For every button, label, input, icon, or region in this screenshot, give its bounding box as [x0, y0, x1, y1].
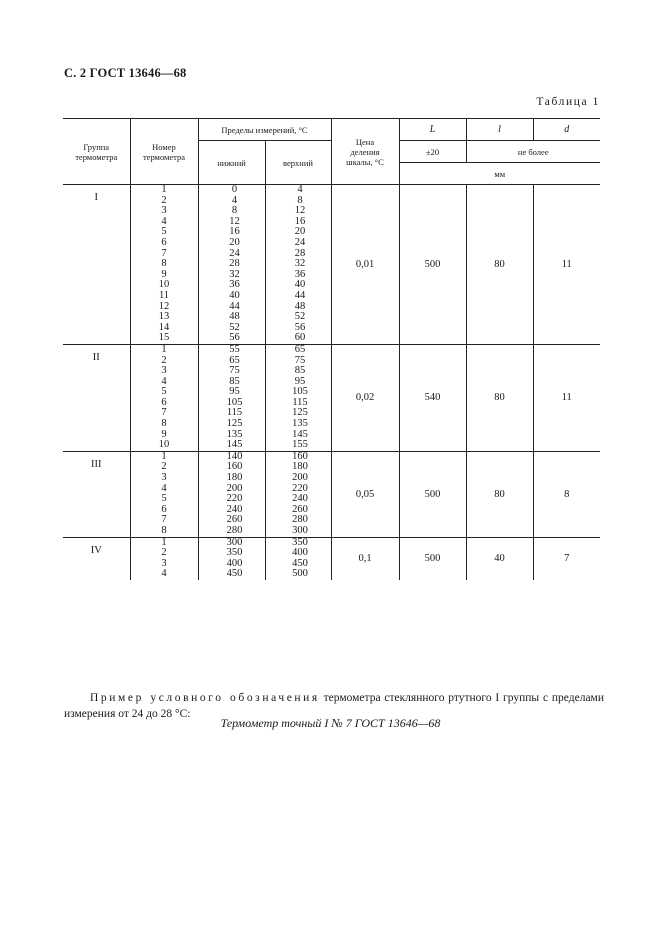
thermometer-number: 15: [158, 332, 170, 344]
lower-limit: 48: [229, 311, 240, 323]
col-division-header-line3: шкалы, °С: [346, 156, 384, 167]
upper-limit: 115: [292, 396, 308, 408]
table-row: [63, 185, 600, 345]
lower-limit: 105: [226, 396, 243, 408]
thermometer-number: 3: [161, 365, 167, 377]
upper-limit: 500: [292, 568, 308, 580]
upper-limit: 4: [297, 184, 303, 195]
thermometer-number: 3: [161, 472, 167, 484]
diameter-d-cell: 7: [533, 537, 600, 580]
lower-limit: 4: [231, 194, 238, 206]
thermometer-number: 5: [161, 493, 167, 505]
diameter-d-cell: 11: [533, 344, 600, 451]
upper-limit: 125: [292, 407, 308, 419]
col-division-header: [331, 119, 399, 185]
lower-limit: 75: [229, 365, 240, 377]
thermometer-number: 8: [161, 258, 167, 270]
division-cell: 0,05: [331, 451, 399, 537]
upper-limit: 145: [292, 428, 308, 440]
col-group-header-line2: термометра: [75, 151, 118, 162]
lower-limit: 135: [226, 428, 243, 440]
upper-limit: 16: [294, 215, 306, 227]
thermometer-number: 6: [161, 503, 167, 515]
upper-limit: 12: [294, 205, 306, 217]
lower-limit: 450: [226, 568, 243, 580]
lower-limit-cell: [198, 537, 265, 580]
unit-cell: мм: [399, 163, 600, 185]
thermometer-table: [63, 118, 600, 580]
lower-limit: 55: [229, 343, 240, 355]
length-l-cell: 80: [466, 344, 533, 451]
thermometer-number: 1: [161, 450, 167, 462]
lower-limit: 56: [229, 332, 240, 344]
thermometer-number: 9: [161, 428, 167, 440]
upper-limit: 450: [292, 557, 308, 569]
thermometer-number: 2: [161, 461, 167, 473]
upper-limit: 300: [292, 525, 308, 536]
thermometer-number: 10: [158, 279, 170, 291]
group-cell: II: [63, 344, 130, 451]
table-row: [63, 537, 600, 580]
lower-limit-cell: [198, 185, 265, 345]
lower-limit: 8: [231, 205, 238, 217]
upper-limit: 52: [294, 311, 306, 323]
col-number-header: [130, 119, 198, 185]
col-d-header: d: [533, 119, 600, 141]
upper-limit: 240: [292, 493, 308, 505]
lower-limit-cell: [198, 344, 265, 451]
thermometer-number: 8: [161, 525, 167, 536]
upper-limit: 32: [294, 258, 306, 270]
lower-limit: 145: [226, 439, 243, 451]
upper-limit: 65: [294, 343, 306, 355]
thermometer-number: 14: [158, 321, 170, 333]
col-l-header: l: [466, 119, 533, 141]
upper-limit: 135: [292, 418, 308, 430]
number-cell: [130, 185, 198, 345]
designation-example: Термометр точный I № 7 ГОСТ 13646—68: [220, 716, 441, 730]
thermometer-number: 7: [161, 514, 167, 526]
col-limits-header: Пределы измерений, °С: [198, 119, 331, 141]
group-cell: IV: [90, 544, 102, 556]
thermometer-number: 4: [161, 482, 167, 494]
tolerance-cell: ±20: [399, 141, 466, 163]
group-cell: I: [63, 185, 130, 345]
length-L-cell: 500: [399, 451, 466, 537]
upper-limit: 40: [294, 279, 306, 291]
thermometer-number: 8: [161, 418, 167, 430]
upper-limit: 180: [292, 461, 308, 473]
col-division-header-line1: Цена: [355, 136, 375, 147]
col-number-header-line1: Номер: [152, 141, 176, 152]
thermometer-number: 1: [161, 343, 167, 355]
table-row: [63, 451, 600, 537]
upper-limit-cell: [265, 451, 331, 537]
lower-limit: 220: [226, 493, 243, 505]
lower-limit: 20: [229, 236, 240, 248]
number-cell: [130, 537, 198, 580]
lower-limit-cell: [198, 451, 265, 537]
upper-limit: 155: [292, 439, 308, 451]
upper-limit: 220: [292, 482, 308, 494]
diameter-d-cell: 8: [533, 451, 600, 537]
upper-limit: 260: [292, 503, 308, 515]
length-l-cell: 40: [466, 537, 533, 580]
upper-limit: 160: [292, 450, 308, 462]
thermometer-number: 9: [161, 268, 167, 280]
lower-limit: 240: [226, 503, 243, 515]
upper-limit: 105: [292, 386, 308, 398]
thermometer-number: 6: [161, 396, 167, 408]
lower-limit: 0: [231, 184, 238, 195]
upper-limit: 8: [297, 194, 303, 206]
lower-limit: 400: [226, 557, 243, 569]
upper-limit: 36: [294, 268, 306, 280]
thermometer-number: 6: [161, 236, 167, 248]
not-more-cell: не более: [466, 141, 600, 163]
upper-limit: 56: [294, 321, 306, 333]
upper-limit-cell: [265, 185, 331, 345]
lower-limit: 300: [226, 536, 243, 548]
lower-limit: 125: [226, 418, 243, 430]
lower-limit: 24: [229, 247, 240, 259]
lower-limit: 32: [229, 268, 240, 280]
division-cell: 0,01: [331, 185, 399, 345]
table-row: [63, 344, 600, 451]
thermometer-number: 11: [158, 289, 170, 301]
lower-limit: 140: [226, 450, 243, 462]
lower-limit: 28: [229, 258, 240, 270]
upper-limit: 75: [294, 354, 306, 366]
col-group-header: [63, 119, 130, 185]
upper-limit: 95: [294, 375, 306, 387]
lower-limit: 260: [226, 514, 243, 526]
page-header: С. 2 ГОСТ 13646—68: [64, 66, 187, 80]
lower-limit: 180: [226, 472, 243, 484]
lower-limit: 12: [229, 215, 240, 227]
thermometer-number: 2: [161, 194, 167, 206]
length-l-cell: 80: [466, 185, 533, 345]
upper-limit-cell: [265, 344, 331, 451]
division-cell: 0,1: [331, 537, 399, 580]
upper-limit: 24: [294, 236, 306, 248]
col-upper-header: верхний: [265, 141, 331, 185]
lower-limit: 200: [226, 482, 243, 494]
length-L-cell: 540: [399, 344, 466, 451]
thermometer-number: 3: [161, 557, 167, 569]
lower-limit: 52: [229, 321, 240, 333]
thermometer-number: 2: [161, 547, 167, 559]
upper-limit-cell: [265, 537, 331, 580]
lower-limit: 280: [226, 525, 243, 536]
upper-limit: 400: [292, 547, 308, 559]
thermometer-number: 5: [161, 386, 167, 398]
lower-limit: 44: [229, 300, 240, 312]
lower-limit: 40: [229, 289, 240, 301]
col-group-header-line1: Группа: [83, 141, 110, 152]
lower-limit: 160: [226, 461, 243, 473]
col-division-header-line2: деления: [350, 146, 380, 157]
thermometer-number: 4: [161, 215, 167, 227]
thermometer-number: 7: [161, 247, 167, 259]
thermometer-number: 3: [161, 205, 167, 217]
thermometer-number: 12: [158, 300, 170, 312]
lower-limit: 115: [226, 407, 243, 419]
col-lower-header: нижний: [198, 141, 265, 185]
upper-limit: 28: [294, 247, 306, 259]
thermometer-number: 5: [161, 226, 167, 238]
upper-limit: 60: [294, 332, 306, 344]
lower-limit: 85: [229, 375, 240, 387]
length-L-cell: 500: [399, 185, 466, 345]
upper-limit: 44: [294, 289, 306, 301]
thermometer-number: 4: [161, 375, 167, 387]
number-cell: [130, 344, 198, 451]
table-label: Таблица 1: [536, 96, 600, 108]
col-number-header-line2: термометра: [142, 151, 186, 162]
thermometer-number: 2: [161, 354, 167, 366]
thermometer-number: 1: [161, 184, 167, 195]
thermometer-number: 13: [158, 311, 170, 323]
lower-limit: 16: [229, 226, 240, 238]
col-L-header: L: [399, 119, 466, 141]
number-cell: [130, 451, 198, 537]
diameter-d-cell: 11: [533, 185, 600, 345]
division-cell: 0,02: [331, 344, 399, 451]
upper-limit: 20: [294, 226, 306, 238]
upper-limit: 48: [294, 300, 306, 312]
upper-limit: 280: [292, 514, 308, 526]
group-cell: III: [63, 451, 130, 537]
lower-limit: 36: [229, 279, 240, 291]
lower-limit: 350: [226, 547, 243, 559]
thermometer-number: 7: [161, 407, 167, 419]
lower-limit: 95: [229, 386, 240, 398]
thermometer-number: 1: [161, 536, 167, 548]
thermometer-number: 10: [158, 439, 170, 451]
length-L-cell: 500: [399, 537, 466, 580]
upper-limit: 200: [292, 472, 308, 484]
upper-limit: 350: [292, 536, 308, 548]
upper-limit: 85: [294, 365, 306, 377]
thermometer-number: 4: [161, 568, 167, 580]
length-l-cell: 80: [466, 451, 533, 537]
example-lead: Пример условного обозначения: [90, 691, 320, 704]
lower-limit: 65: [229, 354, 240, 366]
example-text: термометра стеклянного ртутного I группы с пределами измерения от 24 до 28 °С:: [64, 691, 604, 720]
